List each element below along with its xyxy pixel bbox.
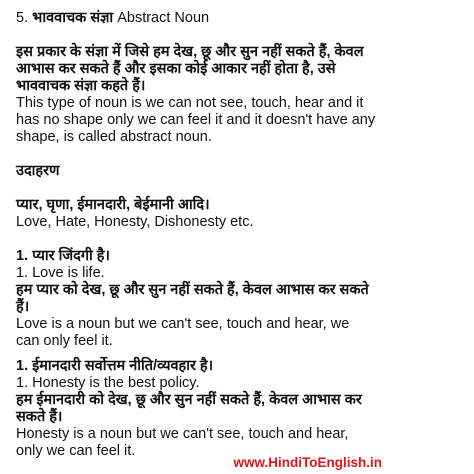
heading-hindi: भाववाचक संज्ञा xyxy=(32,10,114,26)
lesson-content xyxy=(16,10,464,460)
definition-hindi-line: इस प्रकार के संज्ञा में जिसे हम देख, छू और सुन नहीं सकते हैं, केवल xyxy=(16,44,364,60)
example-2-explain-english: Honesty is a noun but we can't see, touch and hear, xyxy=(16,426,349,442)
definition-hindi-line: भाववाचक संज्ञा कहते हैं। xyxy=(16,78,146,94)
example-1-explain-english: Love is a noun but we can't see, touch and hear, we xyxy=(16,316,350,332)
definition-english-line: has no shape only we can feel it and it doesn't have any xyxy=(16,112,376,128)
definition-english-line: This type of noun is we can not see, touch, hear and it xyxy=(16,95,364,111)
definition-english-line: shape, is called abstract noun. xyxy=(16,129,212,145)
example-2-english: 1. Honesty is the best policy. xyxy=(16,375,200,391)
example-1-explain-english: can only feel it. xyxy=(16,333,113,349)
heading-english: Abstract Noun xyxy=(117,10,210,26)
example-1-explain-hindi: हैं। xyxy=(16,299,30,315)
example-1-explain-hindi: हम प्यार को देख, छू और सुन नहीं सकते हैं, केवल आभास कर सकते xyxy=(16,282,369,298)
example-2-hindi: 1. ईमानदारी सर्वोत्तम नीति/व्यवहार है। xyxy=(16,358,214,374)
section-heading xyxy=(16,10,464,27)
examples-label: उदाहरण xyxy=(16,163,60,179)
examples-english: Love, Hate, Honesty, Dishonesty etc. xyxy=(16,214,254,230)
examples-hindi: प्यार, घृणा, ईमानदारी, बेईमानी आदि। xyxy=(16,197,210,213)
definition-hindi-line: आभास कर सकते हैं और इसका कोई आकार नहीं होता है, उसे xyxy=(16,61,336,77)
website-watermark: www.HindiToEnglish.in xyxy=(233,455,382,470)
example-2-explain-hindi: सकते हैं। xyxy=(16,409,63,425)
example-1-hindi: 1. प्यार जिंदगी है। xyxy=(16,248,110,264)
example-2-explain-english: only we can feel it. xyxy=(16,443,136,459)
example-1-english: 1. Love is life. xyxy=(16,265,105,281)
example-2-explain-hindi: हम ईमानदारी को देख, छू और सुन नहीं सकते हैं, केवल आभास कर xyxy=(16,392,362,408)
heading-number: 5. xyxy=(16,10,29,26)
